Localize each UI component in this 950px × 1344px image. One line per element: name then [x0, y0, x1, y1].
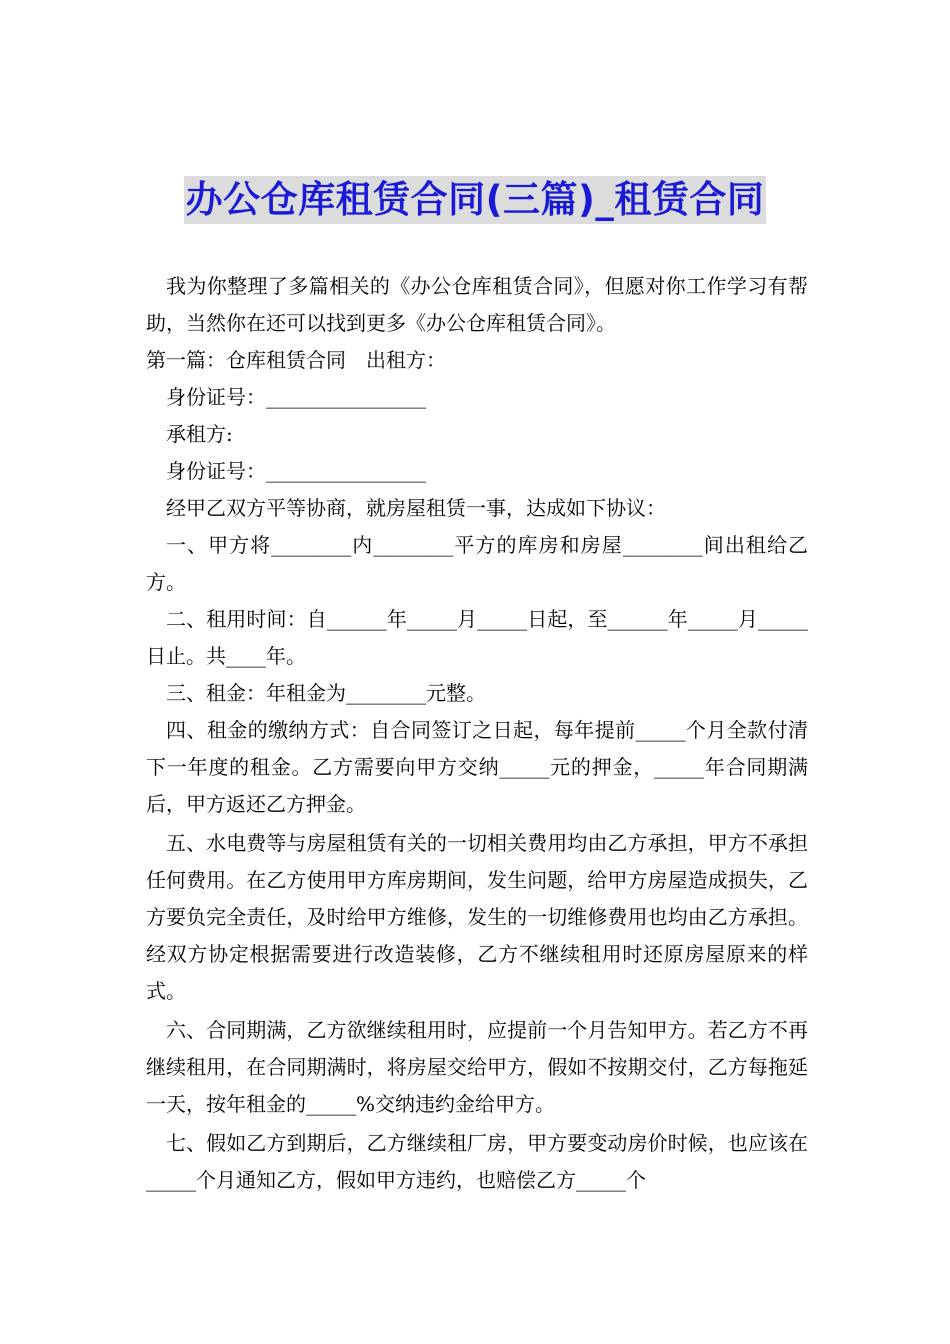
- clause-4: 四、租金的缴纳方式：自合同签订之日起，每年提前_____个月全款付清下一年度的租金。乙方需要向甲方交纳_____元的押金，_____年合同期满后，甲方返还乙方押金。: [146, 718, 808, 816]
- document-body: [146, 268, 808, 1199]
- document-title: 办公仓库租赁合同(三篇)_租赁合同: [184, 176, 767, 224]
- lessee-id-line: 身份证号：________________: [166, 459, 426, 483]
- clause-6: 六、合同期满，乙方欲继续租用时，应提前一个月告知甲方。若乙方不再继续租用，在合同期满时，将房屋交给甲方，假如不按期交付，乙方每拖延一天，按年租金的_____%交纳违约金给甲方。: [146, 1018, 808, 1116]
- lessor-id-line: 身份证号：________________: [166, 385, 426, 409]
- clause-1: 一、甲方将________内________平方的库房和房屋________间出租给乙方。: [146, 533, 808, 594]
- title-block: [0, 176, 950, 224]
- agreement-intro: 经甲乙双方平等协商，就房屋租赁一事，达成如下协议：: [166, 496, 666, 520]
- clause-7: 七、假如乙方到期后，乙方继续租厂房，甲方要变动房价时候，也应该在_____个月通知乙方，假如甲方违约，也赔偿乙方_____个: [146, 1131, 808, 1192]
- clause-5: 五、水电费等与房屋租赁有关的一切相关费用均由乙方承担，甲方不承担任何费用。在乙方使用甲方库房期间，发生问题，给甲方房屋造成损失，乙方要负完全责任，及时给甲方维修，发生的一切维修费用也均由乙方承担。经双方协定根据需要进行改造装修，乙方不继续租用时还原房屋原来的样式。: [146, 831, 808, 1003]
- clause-3: 三、租金：年租金为________元整。: [166, 681, 486, 705]
- clause-2: 二、租用时间：自______年_____月_____日起，至______年_____月_____日止。共____年。: [146, 607, 808, 668]
- section-heading: 第一篇：仓库租赁合同 出租方：: [146, 348, 446, 372]
- intro-paragraph: 我为你整理了多篇相关的《办公仓库租赁合同》，但愿对你工作学习有帮助，当然你在还可以找到更多《办公仓库租赁合同》。: [146, 274, 808, 335]
- lessee-line: 承租方:: [166, 422, 233, 446]
